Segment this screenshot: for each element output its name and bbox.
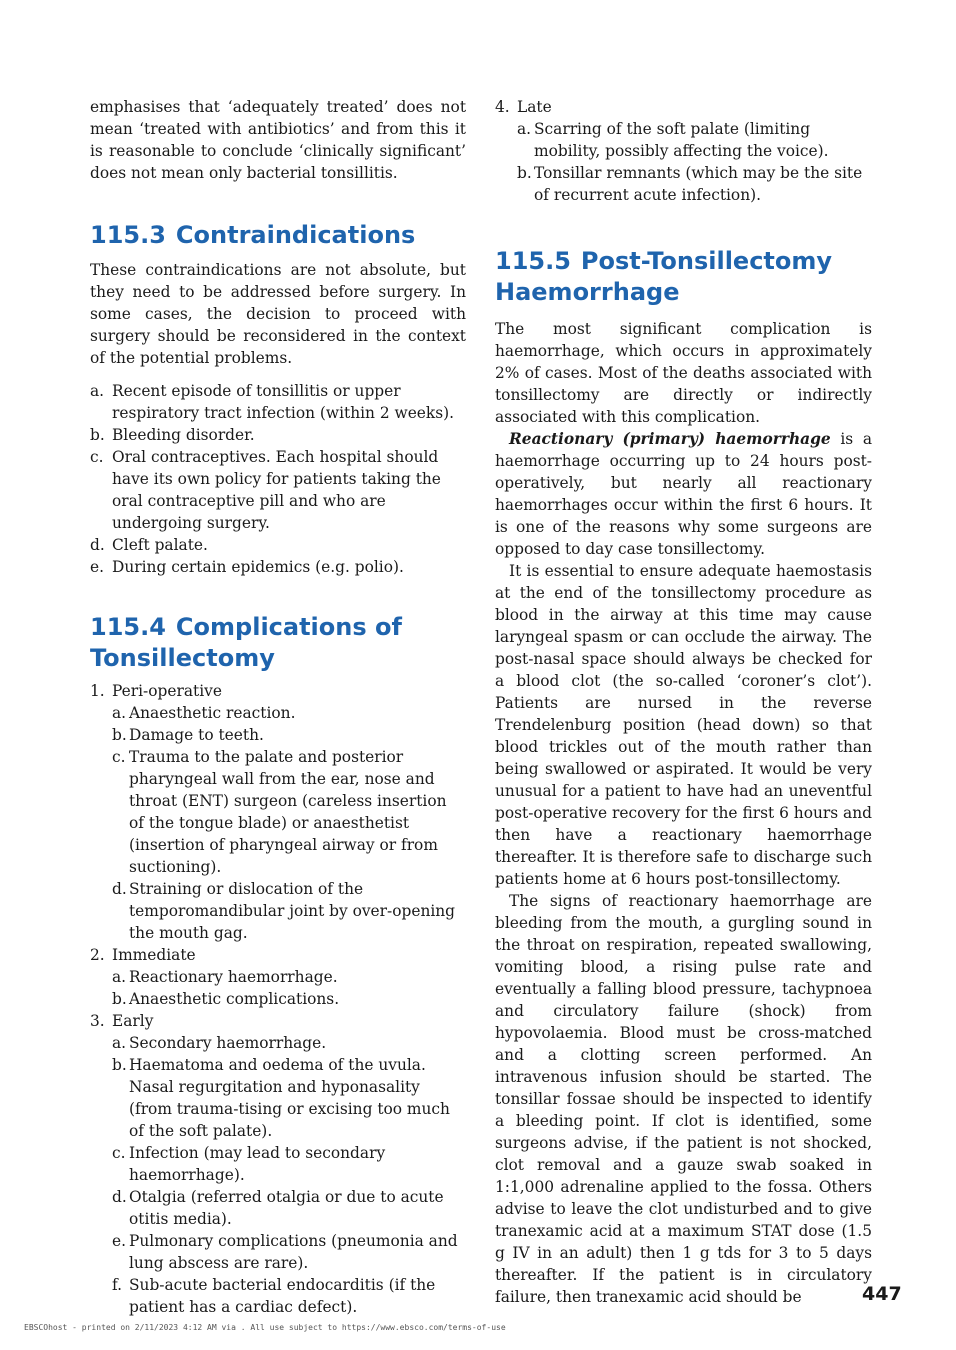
list-marker: c. xyxy=(90,448,104,466)
list-item xyxy=(90,1142,466,1186)
list-item xyxy=(90,988,466,1010)
list-marker: a. xyxy=(517,120,532,138)
group-marker: 2. xyxy=(90,946,105,964)
list-item-text: Recent episode of tonsillitis or upper respiratory tract infection (within 2 weeks). xyxy=(112,382,455,422)
list-item xyxy=(90,1032,466,1054)
section-number: 115.5 xyxy=(495,247,571,275)
section-title: Contraindications xyxy=(175,221,416,249)
list-item xyxy=(495,162,872,206)
section-title: Post-Tonsillectomy Haemorrhage xyxy=(495,247,833,306)
list-marker: d. xyxy=(112,1188,127,1206)
list-item xyxy=(90,534,466,556)
list-marker: f. xyxy=(112,1276,123,1294)
contraindications-list xyxy=(90,380,466,578)
list-item xyxy=(90,1186,466,1230)
list-item xyxy=(90,556,466,578)
list-item xyxy=(90,702,466,724)
footer-notice: EBSCOhost - printed on 2/11/2023 4:12 AM via . All use subject to https://www.ebsco.com/terms-of-use xyxy=(24,1323,506,1332)
list-item-text: Scarring of the soft palate (limiting mobility, possibly affecting the voice). xyxy=(534,120,829,160)
complications-heading xyxy=(90,612,466,674)
haemorrhage-paragraph-3: It is essential to ensure adequate haemostasis at the end of the tonsillectomy procedure as blood in the airway at this time may cause laryngeal spasm or can occlude the airway. The post-nasal space should always be checked for a blood clot (the so-called ‘coroner’s clot’). Patients are nursed in the reverse Trendelenburg position (head down) so that blood trickles out of the mouth rather than being swallowed or aspirated. It would be very unusual for a patient to have had an uneventful post-operative recovery for the first 6 hours and then have a reactionary haemorrhage thereafter. It is therefore safe to discharge such patients home at 6 hours post-tonsillectomy. xyxy=(495,562,872,888)
list-item xyxy=(495,118,872,162)
contraindications-paragraph: These contraindications are not absolute, but they need to be addressed before surgery. In some cases, the decision to proceed with surgery should be reconsidered in the context of the potential problems. xyxy=(90,261,466,367)
list-item-text: Secondary haemorrhage. xyxy=(129,1034,327,1052)
list-marker: b. xyxy=(112,1056,127,1074)
list-item-text: Haematoma and oedema of the uvula. Nasal regurgitation and hyponasality (from trauma-tising or excising too much of the soft palate). xyxy=(129,1056,450,1140)
complications-list xyxy=(90,680,466,1318)
right-column xyxy=(495,96,872,1308)
list-marker: a. xyxy=(112,968,127,986)
list-marker: b. xyxy=(112,990,127,1008)
late-complications-list xyxy=(495,96,872,206)
list-item-text: Damage to teeth. xyxy=(129,726,264,744)
list-item-text: Reactionary haemorrhage. xyxy=(129,968,338,986)
list-item-text: Anaesthetic reaction. xyxy=(129,704,296,722)
contraindications-heading xyxy=(90,220,466,251)
list-marker: c. xyxy=(112,1144,126,1162)
left-column xyxy=(90,96,466,1318)
list-marker: d. xyxy=(90,536,105,554)
complication-group xyxy=(495,96,872,206)
list-item-text: Sub-acute bacterial endocarditis (if the patient has a cardiac defect). xyxy=(129,1276,436,1316)
list-marker: a. xyxy=(112,1034,127,1052)
group-marker: 1. xyxy=(90,682,105,700)
list-item-text: Tonsillar remnants (which may be the site of recurrent acute infection). xyxy=(534,164,863,204)
list-item xyxy=(90,446,466,534)
list-marker: b. xyxy=(112,726,127,744)
list-marker: b. xyxy=(90,426,105,444)
section-number: 115.3 xyxy=(90,221,166,249)
list-item-text: Cleft palate. xyxy=(112,536,208,554)
haemorrhage-heading xyxy=(495,246,872,308)
complication-group xyxy=(90,680,466,944)
list-item xyxy=(90,380,466,424)
list-marker: a. xyxy=(90,382,105,400)
list-item xyxy=(90,746,466,878)
list-item xyxy=(90,1054,466,1142)
paragraph-text: is a haemorrhage occurring up to 24 hours post-operatively, but nearly all reactionary haemorrhages occur within the first 6 hours. It is one of the reasons why some surgeons are opposed to day case tonsillectomy. xyxy=(495,430,873,558)
list-item-text: Straining or dislocation of the temporomandibular joint by over-opening the mouth gag. xyxy=(129,880,456,942)
emphasis-term: Reactionary (primary) haemorrhage xyxy=(509,430,831,448)
haemorrhage-paragraph-2 xyxy=(495,428,872,560)
list-item xyxy=(90,724,466,746)
group-marker: 4. xyxy=(495,98,510,116)
list-marker: e. xyxy=(90,558,105,576)
list-item-text: Pulmonary complications (pneumonia and lung abscess are rare). xyxy=(129,1232,458,1272)
list-item-text: Trauma to the palate and posterior pharyngeal wall from the ear, nose and throat (ENT) surgeon (careless insertion of the tongue blade) or anaesthetist (insertion of pharyngeal airway or from suctioning). xyxy=(129,748,447,876)
list-item xyxy=(90,878,466,944)
list-item xyxy=(90,966,466,988)
list-item-text: Bleeding disorder. xyxy=(112,426,255,444)
list-item-text: Anaesthetic complications. xyxy=(129,990,340,1008)
complication-group xyxy=(90,944,466,1010)
list-marker: c. xyxy=(112,748,126,766)
list-item xyxy=(90,1274,466,1318)
group-label: Early xyxy=(112,1012,154,1030)
section-number: 115.4 xyxy=(90,613,166,641)
list-marker: b. xyxy=(517,164,532,182)
page-number: 447 xyxy=(862,1283,902,1305)
group-label: Immediate xyxy=(112,946,196,964)
list-item-text: Oral contraceptives. Each hospital should have its own policy for patients taking the oral contraceptive pill and who are undergoing surgery. xyxy=(112,448,441,532)
group-label: Peri-operative xyxy=(112,682,222,700)
list-item-text: Infection (may lead to secondary haemorrhage). xyxy=(129,1144,386,1184)
haemorrhage-paragraph-1: The most significant complication is haemorrhage, which occurs in approximately 2% of cases. Most of the deaths associated with tonsillectomy are directly or indirectly associated with this complication. xyxy=(495,320,872,426)
haemorrhage-paragraph-4: The signs of reactionary haemorrhage are bleeding from the mouth, a gurgling sound in the throat on respiration, repeated swallowing, vomiting blood, a rising pulse rate and eventually a falling blood pressure, tachypnoea and circulatory failure (shock) from hypovolaemia. Blood must be cross-matched and a clotting screen performed. An intravenous infusion should be started. The tonsillar fossae should be inspected to identify a bleeding point. If clot is identified, some surgeons advise, if the patient is not shocked, clot removal and a gauze swab soaked in 1:1,000 adrenaline applied to the fossa. Others advise to leave the clot undisturbed and to give tranexamic acid at a maximum STAT dose (1.5 g IV in an adult) then 1 g tds for 3 to 5 days thereafter. If the patient is in circulatory failure, then tranexamic acid should be xyxy=(495,892,872,1306)
list-marker: d. xyxy=(112,880,127,898)
list-item xyxy=(90,1230,466,1274)
complication-group xyxy=(90,1010,466,1318)
section-title: Complications of Tonsillectomy xyxy=(90,613,402,672)
list-item-text: During certain epidemics (e.g. polio). xyxy=(112,558,404,576)
list-item xyxy=(90,424,466,446)
list-marker: e. xyxy=(112,1232,127,1250)
list-marker: a. xyxy=(112,704,127,722)
group-marker: 3. xyxy=(90,1012,105,1030)
intro-paragraph: emphasises that ‘adequately treated’ does not mean ‘treated with antibiotics’ and from this it is reasonable to conclude ‘clinically significant’ does not mean only bacterial tonsillitis. xyxy=(90,98,466,182)
list-item-text: Otalgia (referred otalgia or due to acute otitis media). xyxy=(129,1188,444,1228)
group-label: Late xyxy=(517,98,552,116)
